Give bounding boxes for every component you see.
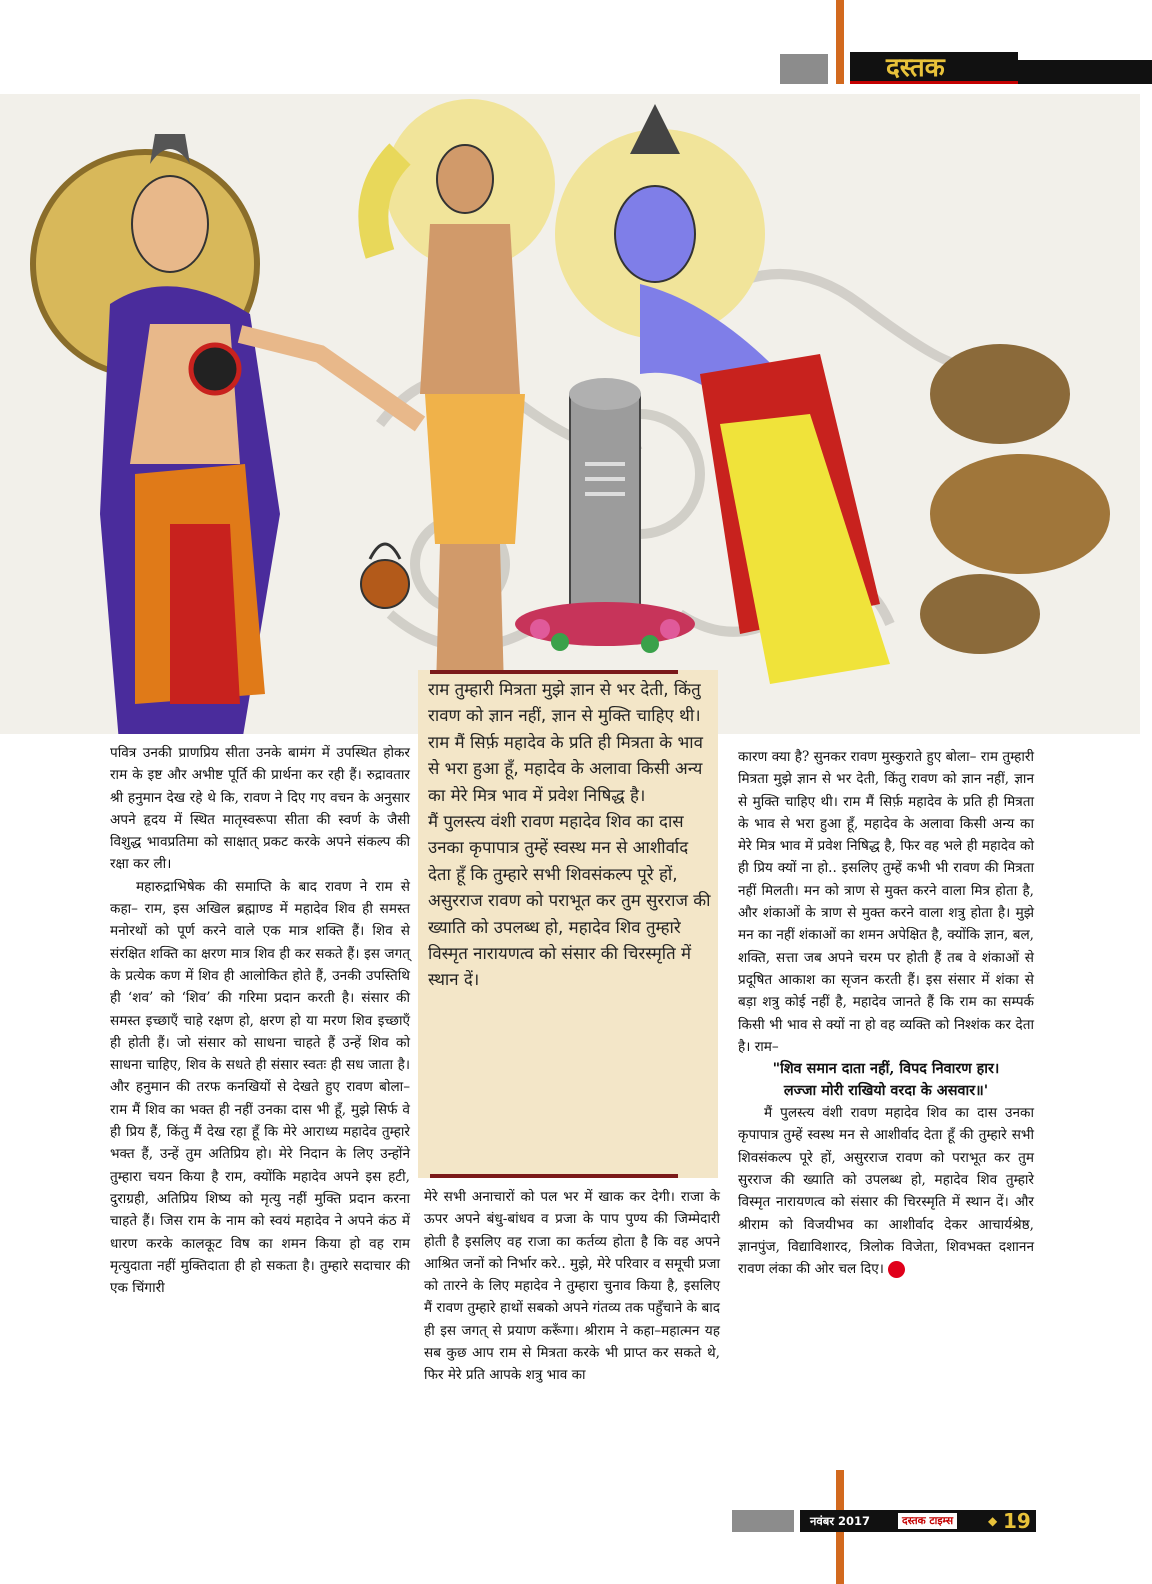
illustration [0,94,1140,734]
left-column [110,742,410,1299]
footer-gray-block [732,1510,794,1532]
right-para-2: मैं पुलस्त्य वंशी रावण महादेव शिव का दास उनका कृपापात्र तुम्हें स्वस्थ मन से आशीर्वाद देता हूँ की तुम्हारे सभी शिवसंकल्प पूरे हों, असुरराज रावण को पराभूत कर तुम सुरराज की ख्याति को उपलब्ध हो, महादेव शिव तुम्हारे विस्मृत नारायणत्व को संसार की चिरस्मृति में स्थान दें। और श्रीराम को विजयीभव का आशीर्वाद देकर आचार्यश्रेष्ठ, ज्ञानपुंज, विद्याविशारद, त्रिलोक विजेता, शिवभक्त दशानन रावण लंका की ओर चल दिए। [738,1105,1034,1278]
page-number: 19 [1003,1509,1031,1533]
verse-line-1: "शिव समान दाता नहीं, विपद निवारण हार। [772,1060,1000,1078]
middle-para: मेरे सभी अनाचारों को पल भर में खाक कर देगी। राजा के ऊपर अपने बंधु-बांधव व प्रजा के पाप पुण्य की जिम्मेदारी होती है इसलिए वह राजा का कर्तव्य होता है कि वह अपने आश्रित जनों को निर्भार करे.. मुझे, मेरे परिवार व समूची प्रजा को तारने के लिए महादेव ने तुम्हारा चुनाव किया है, इसलिए मैं रावण तुम्हारे हाथों सबको अपने गंतव्य तक पहुँचाने के बाद ही इस जगत् से प्रयाण करूँगा। श्रीराम ने कहा–महात्मन यह सब कुछ आप राम से मित्रता करके भी प्राप्त कर सकते थे, फिर मेरे प्रति आपके शत्रु भाव का [424,1189,720,1384]
middle-column [424,1186,720,1387]
magazine-logo: दस्तक [850,52,1018,84]
header-gray-block [780,54,828,84]
pull-quote-bottom-rule [430,1174,678,1178]
footer-magazine-name: दस्तक टाइम्स [898,1513,957,1529]
left-para-1: पवित्र उनकी प्राणप्रिय सीता उनके बामंग में उपस्थित होकर राम के इष्ट और अभीष्ट पूर्ति की प्रार्थना कर रही हैं। रुद्रावतार श्री हनुमान देख रहे थे कि, रावण ने दिए गए वचन के अनुसार अपने हृदय में स्थित मातृस्वरूपा सीता की स्वर्ण के जैसी विशुद्ध भावप्रतिमा को साक्षात् प्रकट करके अपने संकल्प की रक्षा कर ली। [110,745,410,873]
pull-quote [418,670,718,1178]
right-para-1: कारण क्या है? सुनकर रावण मुस्कुराते हुए बोला– राम तुम्हारी मित्रता मुझे ज्ञान से भर देती, किंतु रावण को ज्ञान नहीं, ज्ञान से मुक्ति चाहिए थी। राम मैं सिर्फ़ महादेव के प्रति ही मित्रता के भाव से भरा हुआ हूँ, महादेव के अलावा किसी अन्य का मेरे मित्र भाव में प्रवेश निषिद्ध है, फिर वह भले ही महादेव को ही प्रिय क्यों ना हो.. इसलिए तुम्हें कभी भी रावण की मित्रता नहीं मिलती। मन को त्राण से मुक्त करने वाला मित्र होता है, और शंकाओं के त्राण से मुक्त करने वाला शत्रु होता है। मुझे मन का नहीं शंकाओं का शमन अपेक्षित है, क्योंकि ज्ञान, बल, शक्ति, सत्ता जब अपने चरम पर होती हैं तब वे शंकाओं से प्रदूषित आकाश का सृजन करती हैं। इस संसार में शंका से बड़ा शत्रु कोई नहीं है, महादेव जानते हैं कि राम का सम्पर्क किसी भी भाव से क्यों ना हो वह व्यक्ति को निश्शंक कर देता है। राम– [738,749,1034,1055]
right-column [738,746,1034,1281]
ravana-rama-hanuman-shivling-illustration [0,94,1140,734]
left-para-2: महारुद्राभिषेक की समाप्ति के बाद रावण ने राम से कहा– राम, इस अखिल ब्रह्माण्ड में महादेव शिव ही समस्त मनोरथों को पूर्ण करने वाले एक मात्र शक्ति हैं। शिव से संरक्षित शक्ति का क्षरण मात्र शिव ही कर सकते हैं। इस जगत् के प्रत्येक कण में शिव ही आलोकित होते हैं, उनकी उपस्तिथि ही ‘शव’ को ‘शिव’ की गरिमा प्रदान करती है। संसार की समस्त इच्छाएँ चाहे रक्षण हो, क्षरण हो या मरण शिव इच्छाएँ ही होती हैं। जो संसार को साधना चाहते हैं उन्हें शिव को साधना चाहिए, शिव के सधते ही संसार स्वतः ही सध जाता है। और हनुमान की तरफ कनखियों से देखते हुए रावण बोला– राम मैं शिव का भक्त ही नहीं उनका दास भी हूँ, मुझे सिर्फ वे ही प्रिय हैं, किंतु मैं देख रहा हूँ कि मेरे आराध्य महादेव तुम्हारे भक्त हैं, उन्हें तुम अतिप्रिय हो। मेरे निदान के लिए उन्होंने तुम्हारा चयन किया है राम, क्योंकि महादेव अपने इस हटी, दुराग्रही, अतिप्रिय शिष्य को मृत्यु नहीं मुक्ति प्रदान करना चाहते हैं। जिस राम के नाम को स्वयं महादेव ने अपने कंठ में धारण करके कालकूट विष का शमन किया हो वह राम मृत्युदाता नहीं मुक्तिदाता ही हो सकता है। तुम्हारे सदाचार की एक चिंगारी [110,878,410,1297]
header-bar [1018,60,1152,84]
issue-month: नवंबर 2017 [810,1514,871,1528]
verse-line-2: लज्जा मोरी राखियो वरदा के असवार॥' [783,1082,989,1100]
end-mark-icon [888,1261,905,1278]
pull-quote-para-2: मैं पुलस्त्य वंशी रावण महादेव शिव का दास उनका कृपापात्र तुम्हें स्वस्थ मन से आशीर्वाद देता हूँ कि तुम्हारे सभी शिवसंकल्प पूरे हों, असुरराज रावण को पराभूत कर तुम सुरराज की ख्याति को उपलब्ध हो, महादेव शिव तुम्हारे विस्मृत नारायणत्व को संसार की चिरस्मृति में स्थान दें। [428,811,711,990]
header-rule-top [836,0,844,84]
pull-quote-para-1: राम तुम्हारी मित्रता मुझे ज्ञान से भर देती, किंतु रावण को ज्ञान नहीं, ज्ञान से मुक्ति चाहिए थी। राम मैं सिर्फ़ महादेव के प्रति ही मित्रता के भाव से भरा हुआ हूँ, महादेव के अलावा किसी अन्य का मेरे मित्र भाव में प्रवेश निषिद्ध है। [428,679,703,805]
pull-quote-top-rule [430,670,678,674]
diamond-icon: ◆ [988,1514,998,1528]
